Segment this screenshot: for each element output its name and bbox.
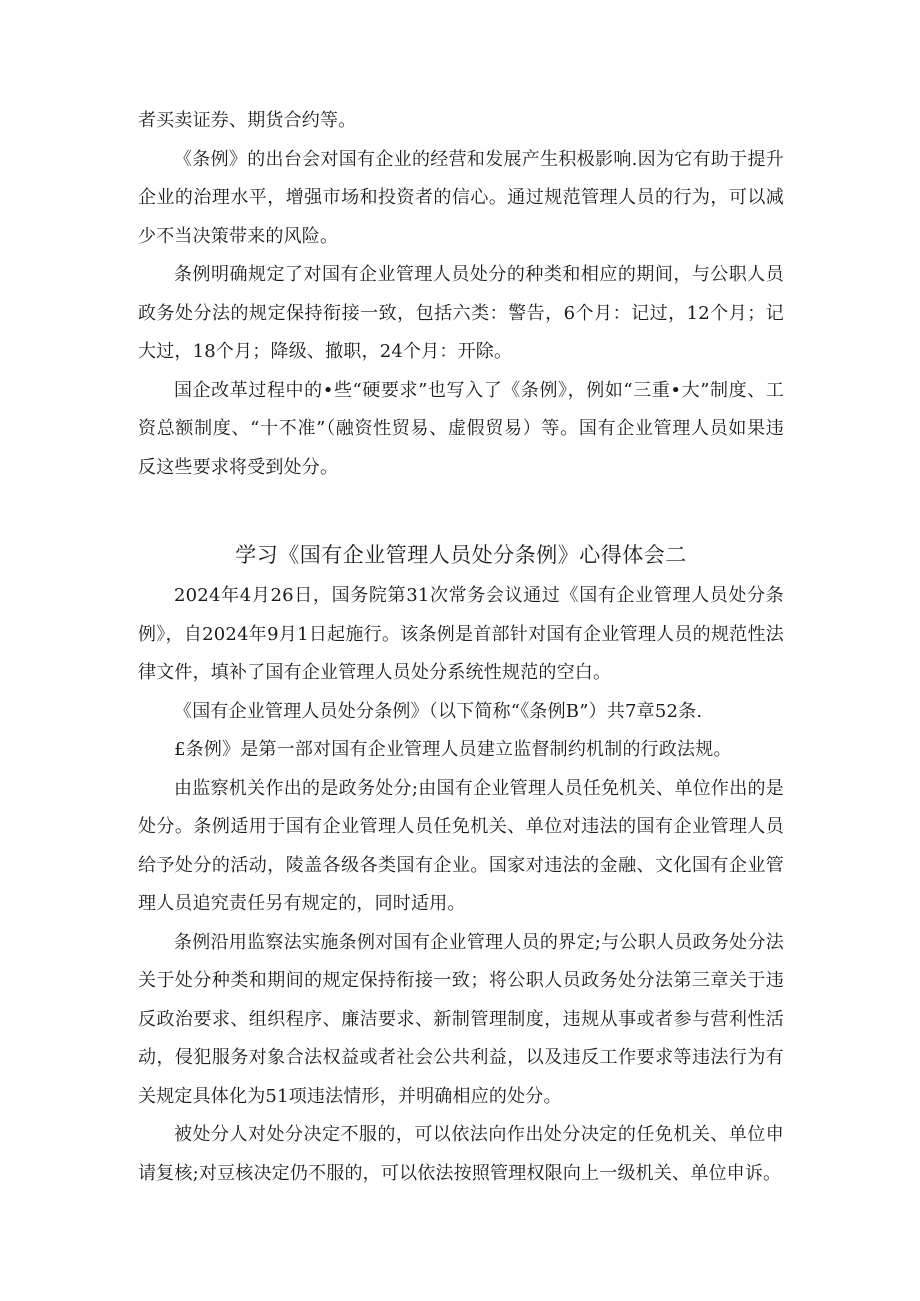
paragraph-adoption-date: 2024年4月26日，国务院第31次常务会议通过《国有企业管理人员处分条例》，自2024年9月1日起施行。该条例是首部针对国有企业管理人员的规范性法律文件，填补了国有企业管理人员处分系统性规范的空白。 bbox=[138, 585, 784, 683]
paragraph-chapters: 《国有企业管理人员处分条例》（以下简称“《条例B”）共7章52条. bbox=[174, 700, 703, 722]
paragraph-scope: 由监察机关作出的是政务处分;由国有企业管理人员任免机关、单位作出的是处分。条例适用于国有企业管理人员任免机关、单位对违法的国有企业管理人员给予处分的活动，陵盖各级各类国有企业。国家对违法的金融、文化国有企业管理人员追究责任另有规定的，同时适用。 bbox=[138, 777, 784, 914]
paragraph-first-regulation: £条例》是第一部对国有企业管理人员建立监督制约机制的行政法规。 bbox=[174, 739, 732, 760]
paragraph-appeal: 被处分人对处分决定不服的，可以依法向作出处分决定的任免机关、单位申请复核;对豆核决定仍不服的，可以依法按照管理权限向上一级机关、单位申诉。 bbox=[138, 1124, 784, 1184]
paragraph-definition: 条例沿用监察法实施条例对国有企业管理人员的界定;与公职人员政务处分法关于处分种类和期间的规定保持衔接一致；将公职人员政务处分法第三章关于违反政治要求、组织程序、廉洁要求、新制管理制度，违规从事或者参与营利性活动，侵犯服务对象合法权益或者社会公共利益，以及违反工作要求等违法行为有关规定具体化为51项违法情形，并明确相应的处分。 bbox=[138, 931, 784, 1107]
paragraph-punishment-types: 条例明确规定了对国有企业管理人员处分的种类和相应的期间，与公职人员政务处分法的规定保持衔接一致，包括六类：警告，6个月：记过，12个月；记大过，18个月；降级、撤职，24个月：开除。 bbox=[138, 264, 784, 362]
section-title: 学习《国有企业管理人员处分条例》心得体会二 bbox=[235, 543, 687, 567]
paragraph-reform-requirements: 国企改革过程中的•些“硬要求”也写入了《条例》，例如“三重•大”制度、工资总额制度、“十不准”（融资性贸易、虚假贸易）等。国有企业管理人员如果违反这些要求将受到处分。 bbox=[138, 379, 784, 478]
paragraph-impact: 《条例》的出台会对国有企业的经营和发展产生积极影响.因为它有助于提升企业的治理水平，增强市场和投资者的信心。通过规范管理人员的行为，可以减少不当决策带来的风险。 bbox=[138, 148, 784, 247]
paragraph-continuation: 者买卖证券、期货合约等。 bbox=[138, 110, 357, 131]
document-page bbox=[138, 102, 784, 1193]
